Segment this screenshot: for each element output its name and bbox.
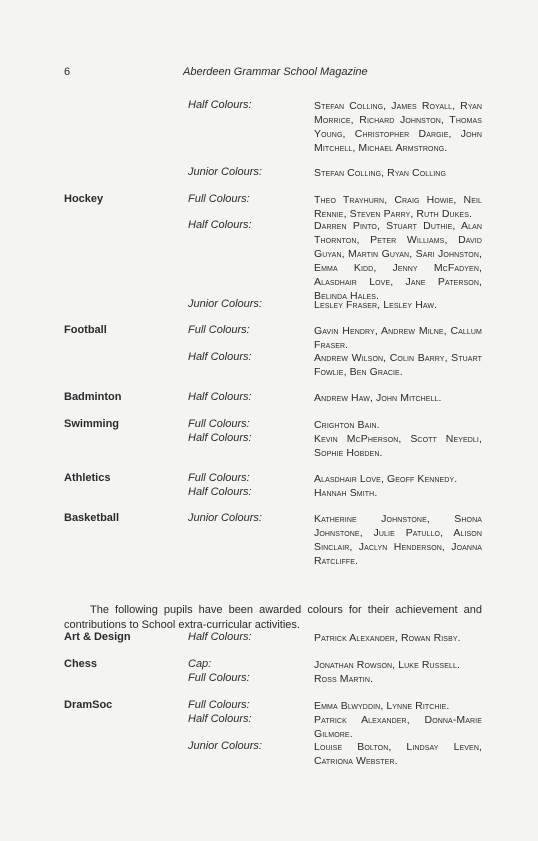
colours-names: Kevin McPherson, Scott Neyedli, Sophie Hobden.: [314, 433, 482, 459]
intro-paragraph: The following pupils have been awarded colours for their achievement and contributions to School extra-curricular activities.: [64, 604, 482, 631]
colours-type: Full Colours:: [188, 472, 250, 484]
colours-type: Full Colours:: [188, 324, 250, 336]
colours-type: Half Colours:: [188, 351, 252, 363]
colours-type: Junior Colours:: [188, 512, 262, 524]
sport-heading: Hockey: [64, 193, 104, 205]
colours-type: Full Colours:: [188, 672, 250, 684]
page-title: Aberdeen Grammar School Magazine: [183, 66, 368, 78]
activity-heading: DramSoc: [64, 699, 113, 711]
colours-type: Half Colours:: [188, 219, 252, 231]
colours-names: Louise Bolton, Lindsay Leven, Catriona Webster.: [314, 741, 482, 767]
page-number: 6: [64, 66, 71, 78]
colours-names: Emma Blwyddin, Lynne Ritchie.: [314, 700, 450, 712]
colours-type: Cap:: [188, 658, 212, 670]
sport-heading: Badminton: [64, 391, 122, 403]
sport-heading: Basketball: [64, 512, 120, 524]
sport-heading: Swimming: [64, 418, 120, 430]
colours-names: Patrick Alexander, Donna-Marie Gilmore.: [314, 714, 482, 740]
activity-heading: Chess: [64, 658, 98, 670]
colours-type: Half Colours:: [188, 99, 252, 111]
colours-type: Junior Colours:: [188, 166, 262, 178]
activity-heading: Art & Design: [64, 631, 131, 643]
colours-names: Andrew Haw, John Mitchell.: [314, 392, 442, 404]
colours-names: Gavin Hendry, Andrew Milne, Callum Fraser.: [314, 325, 482, 351]
colours-type: Full Colours:: [188, 418, 250, 430]
colours-names: Crighton Bain.: [314, 419, 380, 431]
colours-type: Junior Colours:: [188, 298, 262, 310]
colours-names: Katherine Johnstone, Shona Johnstone, Julie Patullo, Alison Sinclair, Jaclyn Henderson, Joanna Ratcliffe.: [314, 513, 482, 567]
colours-type: Half Colours:: [188, 432, 252, 444]
colours-names: Darren Pinto, Stuart Duthie, Alan Thornton, Peter Williams, David Guyan, Martin Guyan, Sari Johnston, Emma Kidd, Jenny McFadyen, Alasdhair Love, Jane Paterson, Belinda Hales.: [314, 220, 482, 302]
colours-names: Alasdhair Love, Geoff Kennedy.: [314, 473, 458, 485]
colours-type: Half Colours:: [188, 486, 252, 498]
sport-heading: Football: [64, 324, 107, 336]
colours-type: Full Colours:: [188, 193, 250, 205]
colours-type: Full Colours:: [188, 699, 250, 711]
colours-names: Stefan Colling, James Royall, Ryan Morrice, Richard Johnston, Thomas Young, Christopher Dargie, John Mitchell, Michael Armstrong.: [314, 100, 482, 154]
colours-names: Theo Trayhurn, Craig Howie, Neil Rennie, Steven Parry, Ruth Dukes.: [314, 194, 482, 220]
colours-names: Andrew Wilson, Colin Barry, Stuart Fowlie, Ben Gracie.: [314, 352, 482, 378]
colours-names: Patrick Alexander, Rowan Risby.: [314, 632, 461, 644]
sport-heading: Athletics: [64, 472, 111, 484]
colours-type: Half Colours:: [188, 391, 252, 403]
colours-names: Lesley Fraser, Lesley Haw.: [314, 299, 438, 311]
colours-names: Jonathan Rowson, Luke Russell.: [314, 659, 461, 671]
colours-names: Hannah Smith.: [314, 487, 378, 499]
colours-type: Junior Colours:: [188, 740, 262, 752]
colours-names: Stefan Colling, Ryan Colling: [314, 167, 447, 179]
colours-names: Ross Martin.: [314, 673, 374, 685]
page-header: [0, 66, 538, 82]
colours-type: Half Colours:: [188, 631, 252, 643]
colours-type: Half Colours:: [188, 713, 252, 725]
